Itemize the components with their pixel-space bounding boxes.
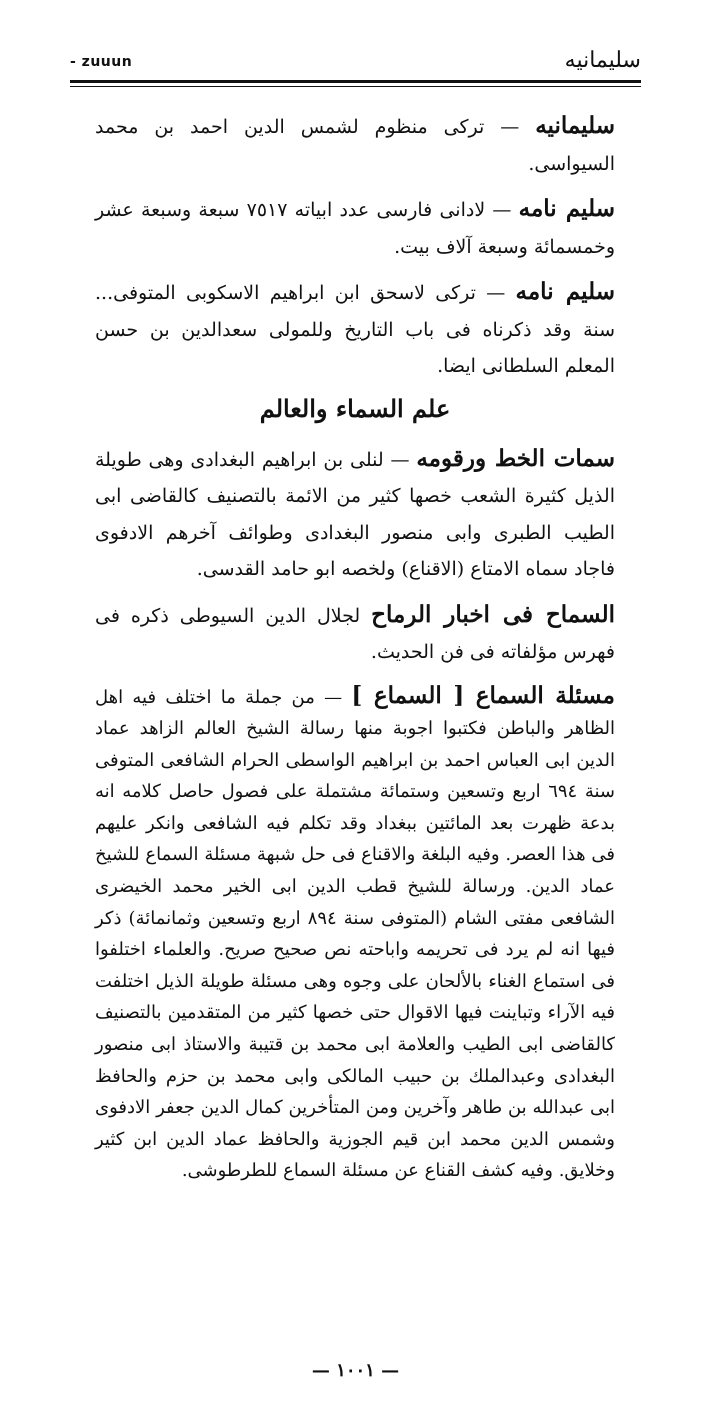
entry-text: لجلال الدين السيوطى ذكره فى فهرس مؤلفاته فى فن الحديث. — [95, 604, 615, 663]
entry-text: — تركى لاسحق ابن ابراهيم الاسكوبى المتوفى... سنة وقد ذكرناه فى باب التاريخ وللمولى سعدالدين بن حسن المعلم السلطانى ايضا. — [95, 282, 615, 377]
running-title: سليمانيه — [564, 48, 641, 73]
header-rule-thin — [70, 86, 641, 87]
signature-mark: - zuuun — [70, 54, 133, 70]
entry-head: السماح فى اخبار الرماح — [371, 600, 615, 628]
entry-head: سليمانيه — [535, 112, 615, 139]
entry-sulaymaniyya — [95, 108, 615, 182]
page-number: — ١٠٠١ — — [311, 1360, 400, 1381]
entry-selim-name-2 — [95, 274, 615, 385]
running-head — [70, 48, 641, 78]
entry-text: — لنلى بن ابراهيم البغدادى وهى طويلة الذيل كثيرة الشعب خصها كثير من الائمة بالتصنيف كالقاضى ابى الطيب الطبرى وابى منصور البغدادى وطوائف آخرهم الادفوى فاجاد سماه الامتاع (الاقناع) ولخصه ابو حامد القدسى. — [95, 448, 615, 580]
entry-head: سليم نامه — [518, 195, 616, 222]
entry-selim-name-1 — [95, 191, 615, 265]
section-title: علم السماء والعالم — [259, 393, 451, 423]
entry-masalat-al-sama — [95, 680, 615, 1188]
page-body — [95, 108, 615, 1196]
entry-al-samah — [95, 597, 615, 671]
entry-text: — تركى منظوم لشمس الدين احمد بن محمد السيواسى. — [95, 116, 615, 175]
entry-text: — لادانى فارسى عدد ابياته ٧٥١٧ سبعة وسبعة عشر وخمسمائة وسبعة آلاف بيت. — [95, 199, 615, 258]
entry-head: مسئلة السماع [ السماع ] — [351, 681, 615, 709]
entry-head: سمات الخط ورقومه — [416, 444, 615, 472]
header-rule — [70, 80, 641, 83]
entry-head: سليم نامه — [515, 278, 615, 305]
entry-simat-al-khatt — [95, 441, 615, 588]
entry-text: — من جملة ما اختلف فيه اهل الظاهر والباطن فكتبوا اجوبة منها رسالة الشيخ العالم الزاهد عماد الدين ابى العباس احمد بن ابراهيم الواسطى الحرام الشافعى المتوفى سنة ٦٩٤ اربع وتسعين وستمائة مشتملة على فصول حاصل كلامه انه بدعة ظهرت بعد المائتين ببغداد وقد تكلم فيه الشافعى وانكر عليهم فى هذا العصر. وفيه البلغة والاقناع فى حل شبهة مسئلة السماع للشيخ عماد الدين. ورسالة للشيخ قطب الدين ابى الخير محمد الخيضرى الشافعى مفتى الشام (المتوفى سنة ٨٩٤ اربع وتسعين وثمانمائة) ذكر فيها انه لم يرد فى تحريمه واباحته نص صحيح صريح. والعلماء اختلفوا فى استماع الغناء بالألحان على وجوه وهى مسئلة طويلة الذيل اختلفت فيه الآراء وتباينت فيها الاقوال حتى خصها كثير من المتقدمين بالتصنيف كالقاضى ابى الطيب والعلامة ابى محمد بن قتيبة والاستاذ ابى منصور البغدادى وعبدالملك بن حبيب المالكى وابى محمد بن حزم والحافظ ابى عبدالله بن طاهر وآخرين ومن المتأخرين كمال الدين جعفر الادفوى وشمس الدين محمد ابن قيم الجوزية والحافظ عماد الدين ابن كثير وخلايق. وفيه كشف القناع عن مسئلة السماع للطرطوشى. — [95, 686, 615, 1182]
